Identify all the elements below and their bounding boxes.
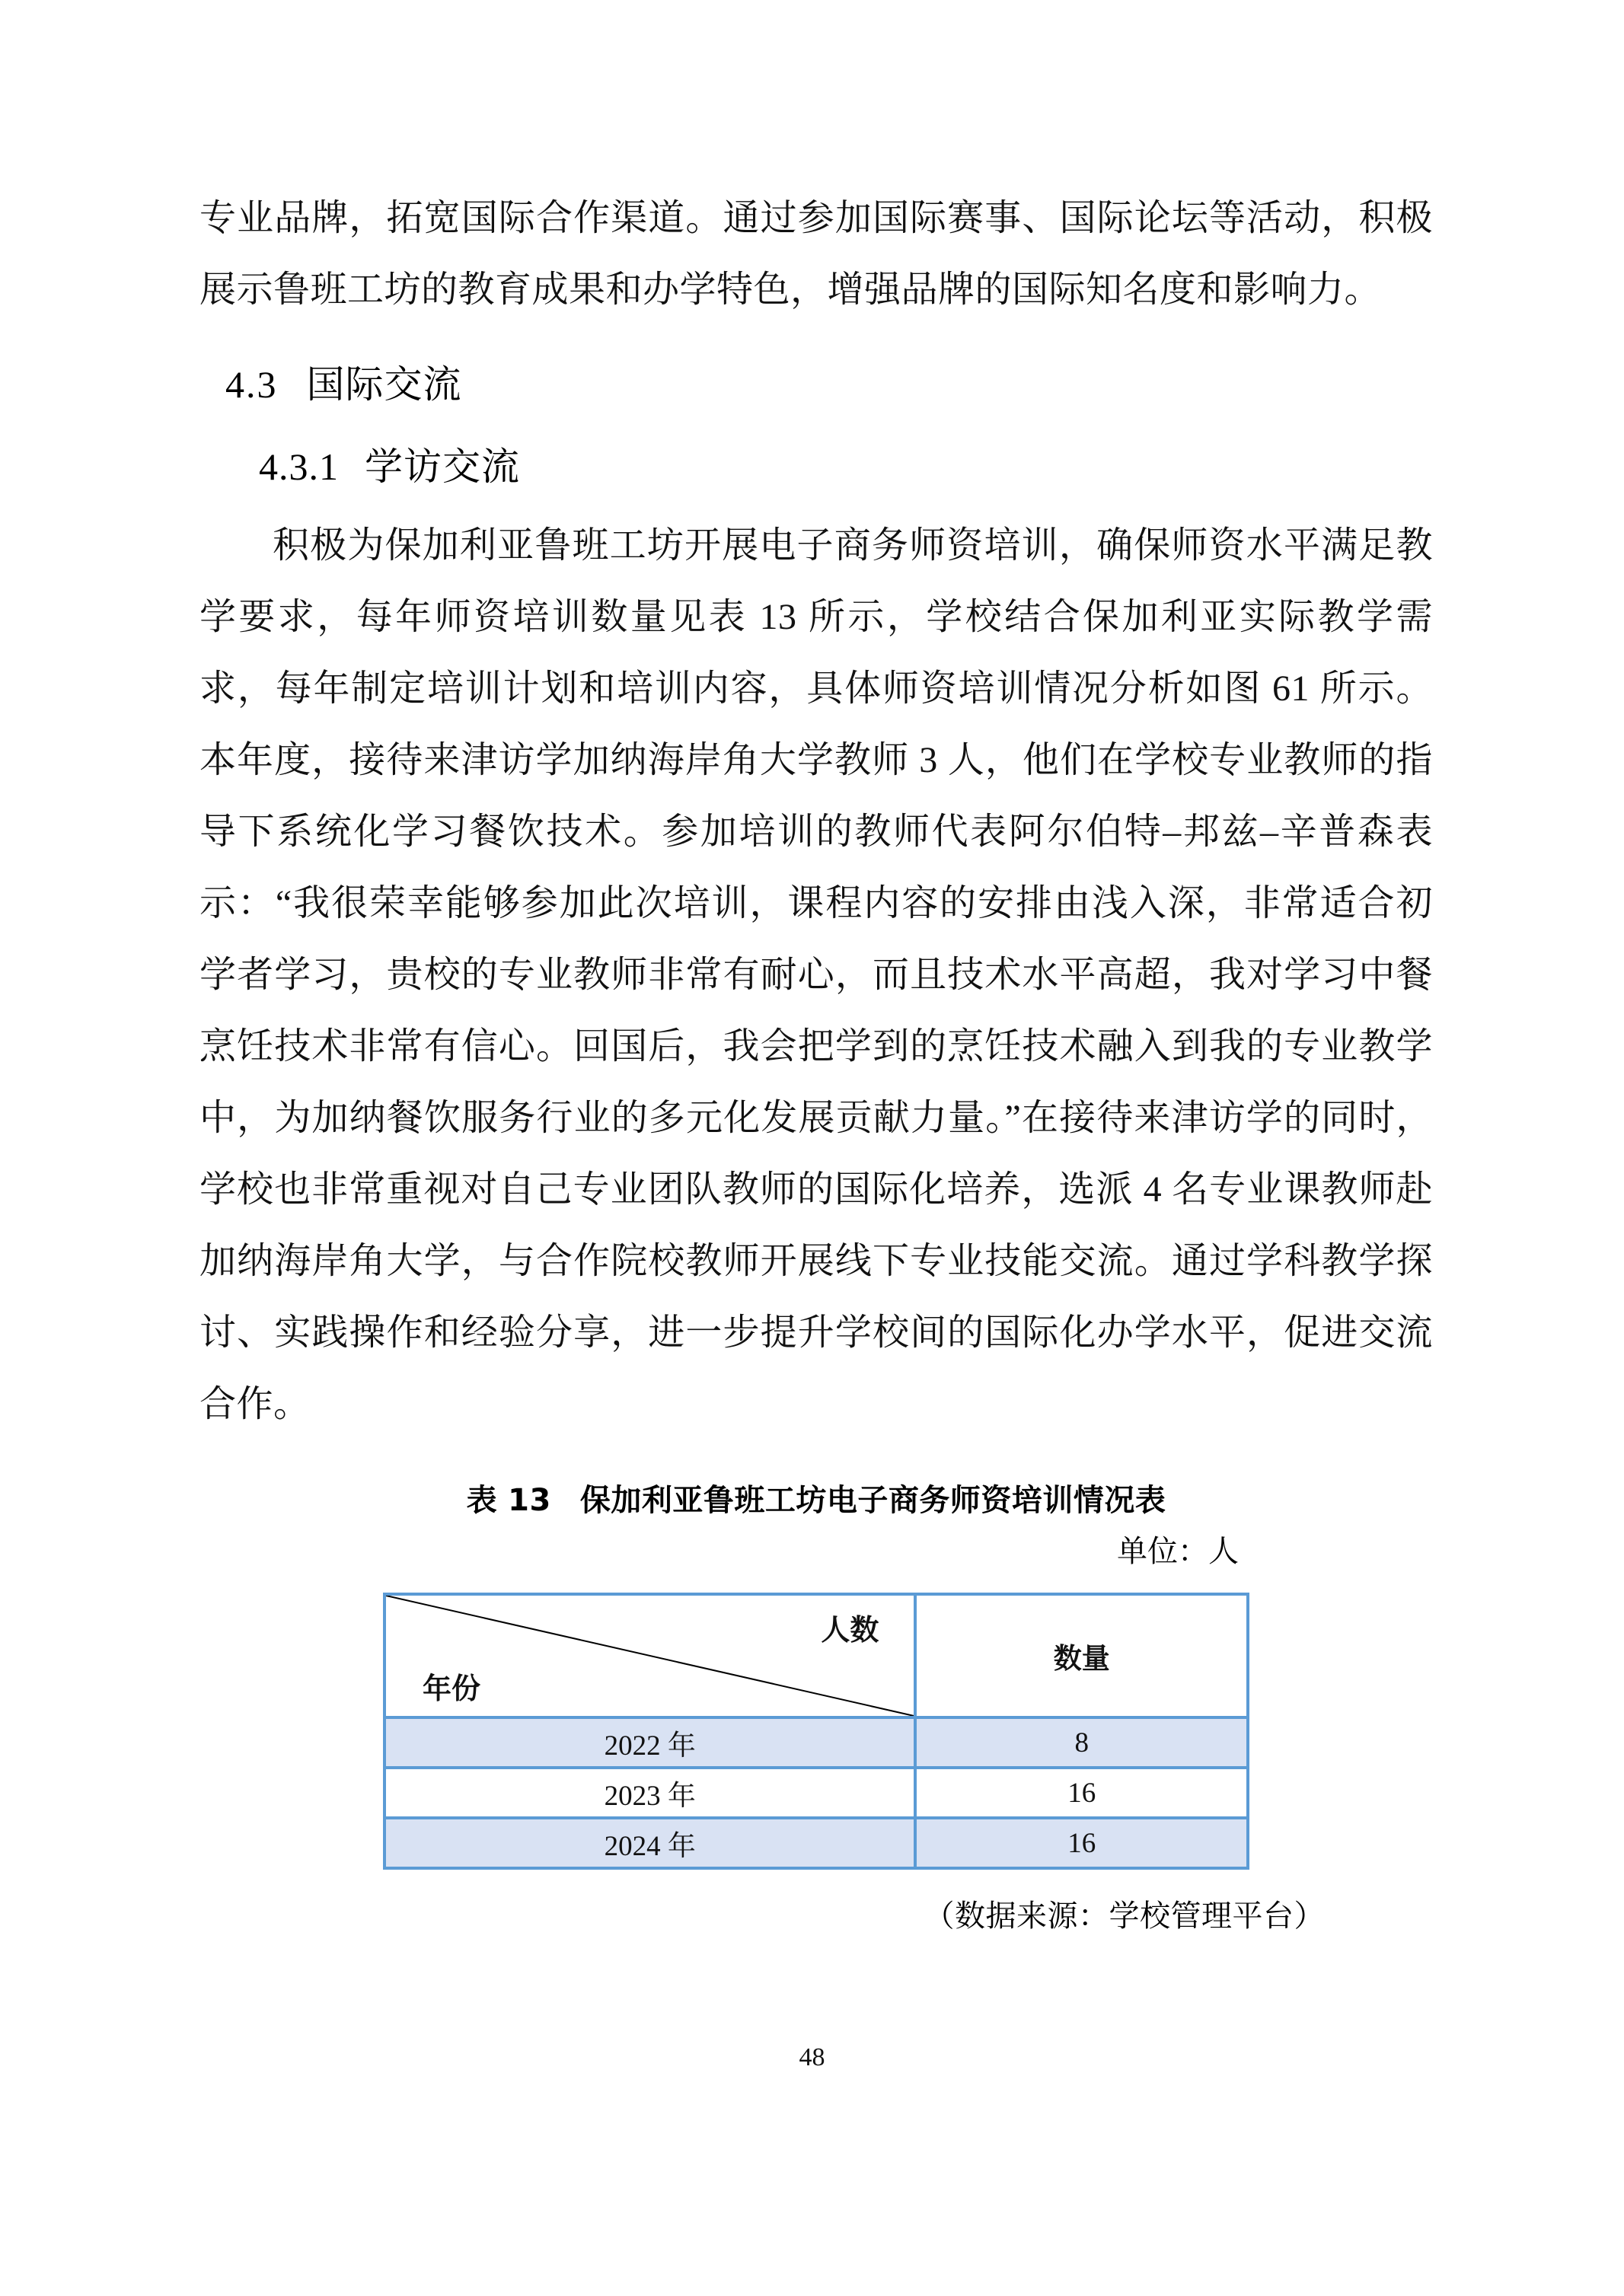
table-row: [384, 1717, 1248, 1768]
table-unit-label: 单位：人: [1117, 1534, 1239, 1568]
header-label-year: 年份: [423, 1672, 481, 1705]
cell-count-2022: 8: [915, 1717, 1248, 1768]
table-source-note: （数据来源：学校管理平台）: [924, 1899, 1325, 1933]
cell-year-2022: 2022 年: [384, 1717, 915, 1768]
heading-4-3-1: [259, 431, 1433, 502]
page-content: [199, 183, 1433, 1943]
table-caption: [199, 1474, 1433, 1527]
heading-4-3-1-number: 4.3.1: [259, 445, 339, 488]
table-row: [384, 1818, 1248, 1868]
table-wrapper: [383, 1593, 1249, 1870]
diagonal-split-cell: [386, 1596, 914, 1716]
cell-year-2023: 2023 年: [384, 1768, 915, 1818]
cell-count-2023: 16: [915, 1768, 1248, 1818]
heading-4-3: [225, 349, 1433, 420]
header-label-people-count: 人数: [821, 1613, 879, 1647]
cell-year-2024: 2024 年: [384, 1818, 915, 1868]
paragraph-intro-continued: 专业品牌，拓宽国际合作渠道。通过参加国际赛事、国际论坛等活动，积极展示鲁班工坊的教育成果和办学特色，增强品牌的国际知名度和影响力。: [199, 198, 1433, 310]
table-row: [384, 1768, 1248, 1818]
page-number: 48: [799, 2043, 825, 2071]
heading-4-3-title: 国际交流: [306, 363, 462, 406]
table-header-row: [384, 1594, 1248, 1717]
table-caption-prefix: 表: [466, 1483, 498, 1518]
training-data-table: [383, 1593, 1249, 1870]
table-header-count: 数量: [915, 1594, 1248, 1717]
heading-4-3-1-title: 学访交流: [365, 445, 520, 488]
table-caption-title: 保加利亚鲁班工坊电子商务师资培训情况表: [579, 1483, 1166, 1518]
heading-4-3-number: 4.3: [225, 363, 278, 406]
paragraph-body: 积极为保加利亚鲁班工坊开展电子商务师资培训，确保师资水平满足教学要求，每年师资培训数量见表 13 所示，学校结合保加利亚实际教学需求，每年制定培训计划和培训内容，具体师资培训情况分析如图 61 所示。本年度，接待来津访学加纳海岸角大学教师 3 人，他们在学校专业教师的指导下系统化学习餐饮技术。参加培训的教师代表阿尔伯特–邦兹–辛普森表示：“我很荣幸能够参加此次培训，课程内容的安排由浅入深，非常适合初学者学习，贵校的专业教师非常有耐心，而且技术水平高超，我对学习中餐烹饪技术非常有信心。回国后，我会把学到的烹饪技术融入到我的专业教学中，为加纳餐饮服务行业的多元化发展贡献力量。”在接待来津访学的同时，学校也非常重视对自己专业团队教师的国际化培养，选派 4 名专业课教师赴加纳海岸角大学，与合作院校教师开展线下专业技能交流。通过学科教学探讨、实践操作和经验分享，进一步提升学校间的国际化办学水平，促进交流合作。: [199, 525, 1433, 1424]
table-caption-number: 13: [508, 1483, 551, 1518]
table-header-diagonal-cell: [384, 1594, 915, 1717]
cell-count-2024: 16: [915, 1818, 1248, 1868]
